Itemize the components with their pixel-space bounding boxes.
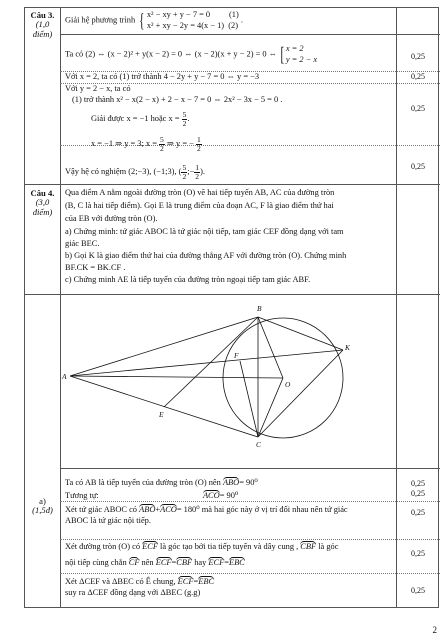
- row-line: [60, 468, 440, 469]
- point-o-label: O: [285, 380, 291, 389]
- q4-text-1: Qua điểm A nằm ngoài đường tròn (O) vẽ hai tiếp tuyến AB, AC của đường tròn: [65, 188, 335, 197]
- q3-label: Câu 3. (1,0 điểm): [30, 11, 55, 39]
- part-a-line3: Xét tứ giác ABOC có ABO+ACO= 180⁰ mà hai góc này ở vị trí đối nhau nên tứ giác: [65, 505, 348, 514]
- q4-text-4: a) Chứng minh: tứ giác ABOC là tứ giác nội tiếp, tam giác CEF đồng dạng với tam: [65, 227, 344, 236]
- part-a-line7-points: 0,25: [411, 586, 425, 595]
- part-a-line3-points: 0,25: [411, 508, 425, 517]
- part-a-line6: nội tiếp cùng chắn CF nên ECF=CBF hay ECF=EBC: [65, 558, 245, 567]
- q3-step4-line2: Vậy hệ có nghiệm (2;−3), (−1;3), ( $\frac{5}{2}$ ;− $\frac{1}{2}$ ).: [65, 163, 205, 181]
- q3-step1: Ta có (2) ⇔ (x − 2)² + y(x − 2) = 0 ⇔ (x − 2)(x + y − 2) = 0 ⇔ [ x = 2 y = 2 − x: [65, 43, 318, 66]
- q3-step2: Với x = 2, ta có (1) trở thành 4 − 2y + y − 7 = 0 ⇔ y = −3: [65, 72, 260, 81]
- q3-step3-line2: (1) trở thành x² − x(2 − x) + 2 − x − 7 = 0 ⇔ 2x² − 3x − 5 = 0 .: [72, 95, 283, 104]
- part-a-line2: Tương tự: ACO= 90⁰: [65, 491, 239, 500]
- radius-ob: [258, 317, 283, 378]
- chord-cf: [240, 361, 258, 437]
- part-a-line8: suy ra ΔCEF đồng dạng với ΔBEC (g.g): [65, 588, 201, 597]
- part-a-line5-points: 0,25: [411, 549, 425, 558]
- q4-text-8: c) Chứng minh AE là tiếp tuyến của đường tròn ngoại tiếp tam giác ABF.: [65, 275, 311, 284]
- q4-text-2: (B, C là hai tiếp điểm). Gọi E là trung điểm của đoạn AC, F là giao điểm thứ hai: [65, 201, 334, 210]
- part-a-line1-points: 0,25: [411, 479, 425, 488]
- chord-ck: [258, 350, 343, 437]
- part-a-line7: Xét ΔCEF và ΔBEC có Ê chung, ECF=EBC: [65, 577, 215, 586]
- point-b-label: B: [257, 304, 262, 313]
- q3-step1-points: 0,25: [411, 52, 425, 61]
- q3-step2-points: 0,25: [411, 72, 425, 81]
- point-f-label: F: [234, 351, 239, 360]
- q4-label: Câu 4. (3,0 điểm): [30, 189, 55, 217]
- part-a-line2-points: 0,25: [411, 489, 425, 498]
- q3-step3-points: 0,25: [411, 104, 425, 113]
- part-a-line5: Xét đường tròn (O) có ECF là góc tạo bởi tia tiếp tuyến và dây cung , CBF là góc: [65, 542, 339, 551]
- point-c-label: C: [256, 440, 261, 449]
- q4-text-7: BF.CK = BK.CF .: [65, 263, 126, 272]
- part-a-line1: Ta có AB là tiếp tuyến của đường tròn (O) nên ABO= 90⁰: [65, 478, 258, 487]
- page-number: 2: [432, 625, 437, 636]
- chord-bk: [258, 317, 343, 350]
- q4-text-3: của EB với đường tròn (O).: [65, 214, 158, 223]
- q3-step4-line1: x = −1 ⇒ y = 3; x = $\frac{5}{2}$ ⇒ y = − $\frac{1}{2}$: [91, 135, 201, 153]
- q4-text-6: b) Gọi K là giao điểm thứ hai của đường thẳng AF với đường tròn (O). Chứng minh: [65, 251, 347, 260]
- point-k-label: K: [345, 343, 350, 352]
- q3-step3-line3: Giải được x = −1 hoặc x = $\frac{5}{2}$ .: [91, 110, 190, 128]
- geometry-figure: [60, 295, 396, 467]
- q4-text-5: giác BEC.: [65, 239, 100, 248]
- part-a-line4: ABOC là tứ giác nội tiếp.: [65, 516, 151, 525]
- row-dotted: [60, 573, 440, 574]
- segment-ao: [70, 376, 283, 378]
- part-a-label: a) (1,5đ): [32, 497, 53, 516]
- q3-step4-points: 0,25: [411, 162, 425, 171]
- row-dotted: [60, 539, 440, 540]
- point-a-label: A: [62, 372, 67, 381]
- point-e-label: E: [159, 410, 164, 419]
- row-line: [60, 34, 440, 35]
- row-line: [25, 184, 440, 185]
- q3-prompt: Giải hệ phương trình { x² − xy + y − 7 = 0 (1) x² + xy − 2y = 4(x − 1) (2) .: [65, 9, 243, 32]
- q3-step3-line1: Với y = 2 − x, ta có: [65, 84, 131, 93]
- answer-table: [24, 7, 439, 608]
- radius-oc: [258, 378, 283, 437]
- segment-be: [164, 317, 258, 407]
